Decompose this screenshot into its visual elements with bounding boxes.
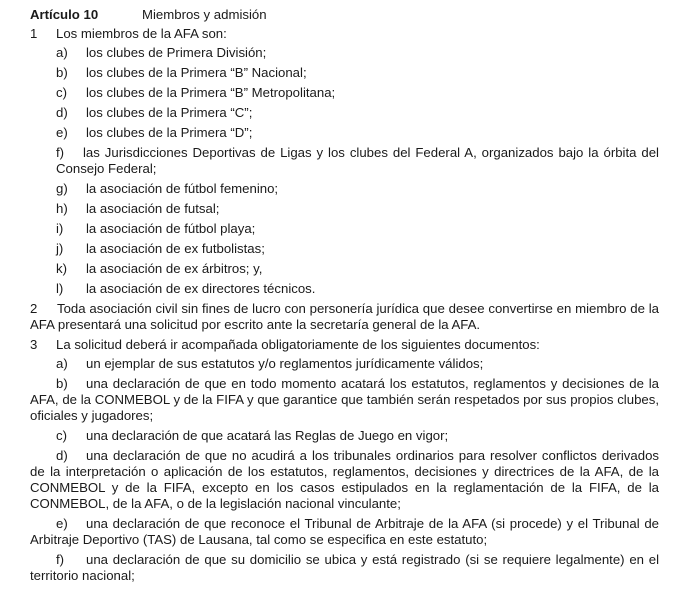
section-3 [30,337,659,352]
item-text: un ejemplar de sus estatutos y/o reglamentos jurídicamente válidos; [86,356,484,371]
item-letter: f) [56,145,65,160]
section-1 [30,26,659,41]
item-letter: a) [56,356,68,371]
item-letter: b) [56,376,68,391]
list-item [30,552,659,584]
list-item [30,201,659,217]
item-text: una declaración de que acatará las Reglas de Juego en vigor; [86,428,449,443]
section-text: La solicitud deberá ir acompañada obligatoriamente de los siguientes documentos: [56,337,540,352]
item-letter: e) [56,125,68,140]
list-item [30,356,659,372]
list-item [30,181,659,197]
item-text: la asociación de ex directores técnicos. [86,281,316,296]
section-2 [30,301,659,333]
list-item [30,145,659,177]
item-text: los clubes de la Primera “D”; [86,125,253,140]
item-letter: c) [56,428,67,443]
list-item [30,376,659,424]
item-letter: a) [56,45,68,60]
item-text: una declaración de que reconoce el Tribunal de Arbitraje de la AFA (si procede) y el Tribunal de Arbitraje Deportivo (TAS) de Lausana, tal como se especifica en este estatuto; [30,516,659,547]
article-header [30,6,659,24]
article-number: Artículo 10 [30,7,99,22]
section-number: 1 [30,26,38,41]
item-text: la asociación de ex árbitros; y, [86,261,263,276]
list-item [30,241,659,257]
item-text: una declaración de que no acudirá a los tribunales ordinarios para resolver conflictos derivados de la interpretación o aplicación de los estatutos, reglamentos, decisiones y directrices de la AFA, de la CONMEBOL y de la FIFA, excepto en los casos estipulados en la reglamentación de la FIFA, de la CONMEBOL, de la AFA, o de la legislación nacional vinculante; [30,448,659,511]
item-letter: g) [56,181,68,196]
item-text: la asociación de ex futbolistas; [86,241,265,256]
list-item [30,516,659,548]
section-number: 2 [30,301,38,316]
item-letter: h) [56,201,68,216]
list-item [30,221,659,237]
item-letter: l) [56,281,64,296]
item-letter: d) [56,105,68,120]
item-text: los clubes de la Primera “B” Metropolitana; [86,85,336,100]
list-item [30,105,659,121]
item-letter: d) [56,448,68,463]
article-title: Miembros y admisión [142,7,267,22]
item-text: la asociación de fútbol femenino; [86,181,279,196]
section-text: Toda asociación civil sin fines de lucro con personería jurídica que desee convertirse en miembro de la AFA presentará una solicitud por escrito ante la secretaría general de la AFA. [30,301,659,332]
list-item [30,428,659,444]
item-text: la asociación de futsal; [86,201,220,216]
item-letter: b) [56,65,68,80]
item-text: los clubes de Primera División; [86,45,267,60]
section-number: 3 [30,337,38,352]
item-text: una declaración de que en todo momento acatará los estatutos, reglamentos y decisiones de la AFA, de la CONMEBOL y de la FIFA y que garantice que también serán respetados por sus propios clubes, oficiales y jugadores; [30,376,659,423]
list-item [30,261,659,277]
item-text: la asociación de fútbol playa; [86,221,256,236]
item-letter: k) [56,261,67,276]
item-letter: i) [56,221,64,236]
item-letter: f) [56,552,65,567]
list-item [30,125,659,141]
item-letter: c) [56,85,67,100]
list-item [30,45,659,61]
item-text: una declaración de que su domicilio se ubica y está registrado (si se requiere legalmente) en el territorio nacional; [30,552,659,583]
list-item [30,448,659,512]
item-letter: e) [56,516,68,531]
item-text: los clubes de la Primera “B” Nacional; [86,65,307,80]
item-letter: j) [56,241,64,256]
list-item [30,281,659,297]
item-text: las Jurisdicciones Deportivas de Ligas y los clubes del Federal A, organizados bajo la órbita del Consejo Federal; [56,145,659,176]
list-item [30,85,659,101]
list-item [30,65,659,81]
item-text: los clubes de la Primera “C”; [86,105,253,120]
section-text: Los miembros de la AFA son: [56,26,227,41]
